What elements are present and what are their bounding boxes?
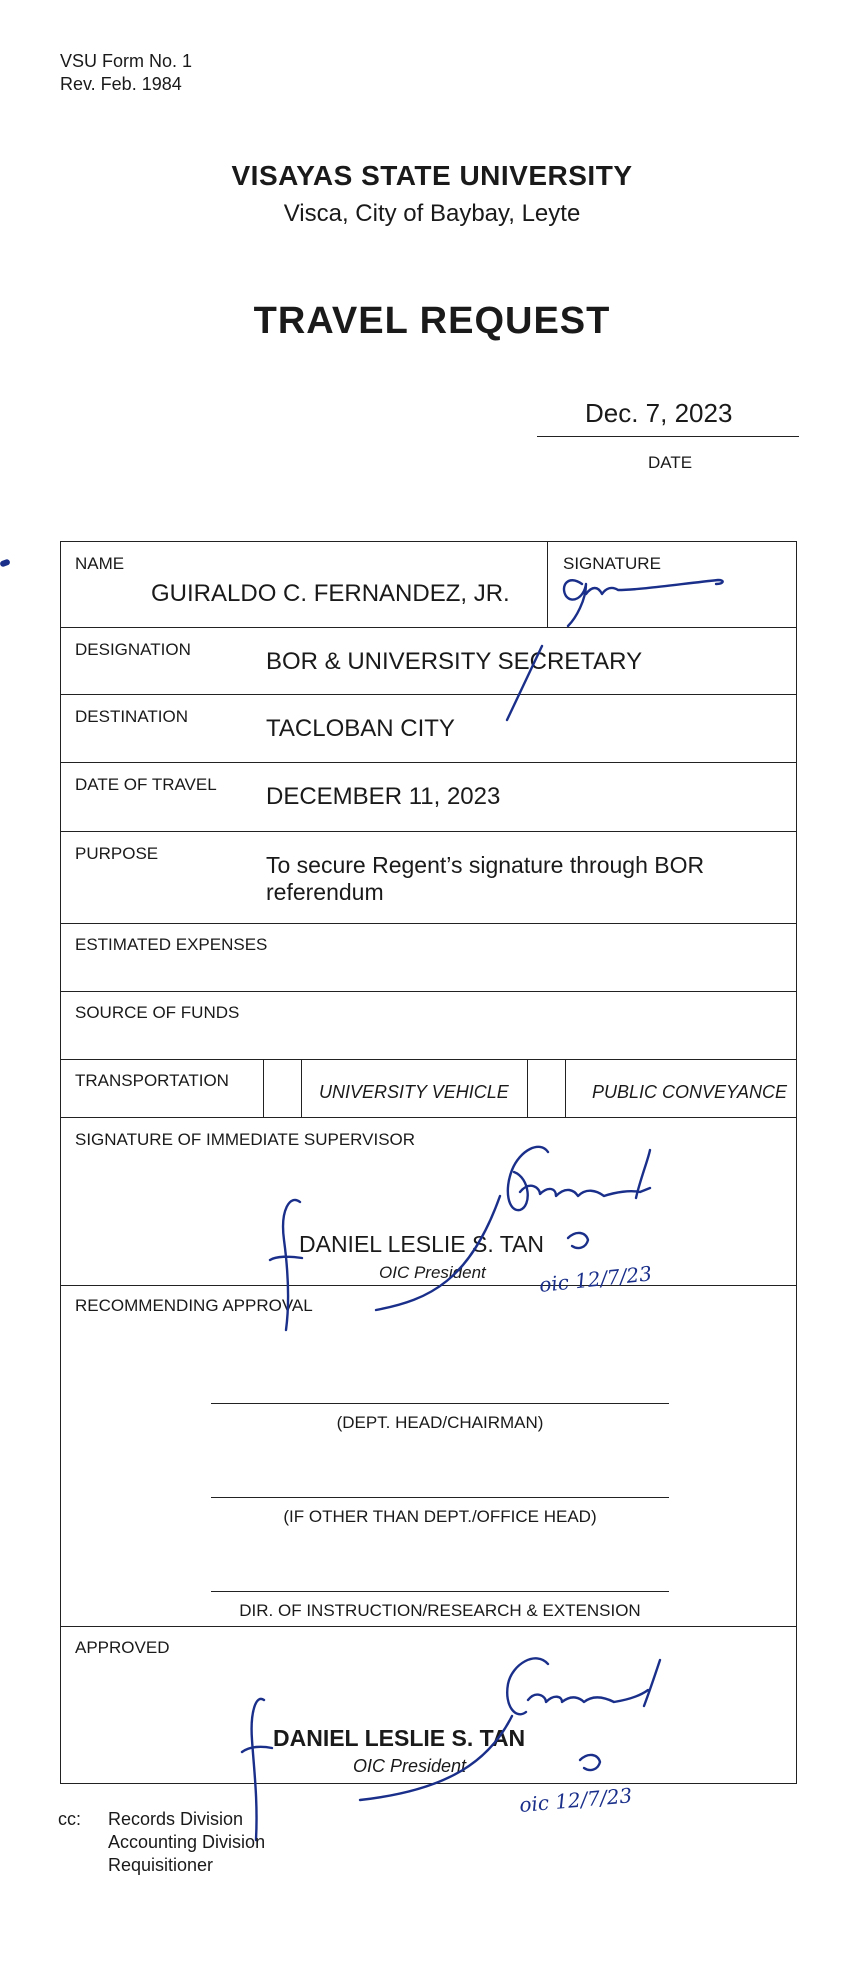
designation-label: DESIGNATION <box>75 640 191 659</box>
other-head-label: (IF OTHER THAN DEPT./OFFICE HEAD) <box>283 1507 597 1526</box>
recommending-label: RECOMMENDING APPROVAL <box>75 1296 313 1315</box>
approver-title: OIC President <box>353 1756 467 1776</box>
purpose-line-2: referendum <box>266 879 384 905</box>
form-no-text: VSU Form No. 1 <box>60 51 193 71</box>
signature-pen-stroke <box>507 646 542 720</box>
signature-label: SIGNATURE <box>563 554 661 573</box>
date-label: DATE <box>648 453 693 472</box>
cc-item: Requisitioner <box>108 1855 214 1875</box>
destination-label: DESTINATION <box>75 707 189 726</box>
supervisor-title: OIC President <box>379 1263 486 1282</box>
supervisor-name: DANIEL LESLIE S. TAN <box>299 1231 545 1257</box>
university-name: VISAYAS STATE UNIVERSITY <box>231 160 633 191</box>
approved-label: APPROVED <box>75 1638 170 1657</box>
cc-item: Records Division <box>108 1809 244 1829</box>
supervisor-initial <box>270 1200 302 1330</box>
approver-annotation <box>580 1755 600 1770</box>
cc-list <box>58 1808 265 1877</box>
name-value: GUIRALDO C. FERNANDEZ, JR. <box>151 580 510 607</box>
designation-value: BOR & UNIVERSITY SECRETARY <box>266 648 643 675</box>
supervisor-annotation <box>568 1233 588 1248</box>
dept-head-label: (DEPT. HEAD/CHAIRMAN) <box>336 1413 544 1432</box>
university-address: Visca, City of Baybay, Leyte <box>283 200 581 227</box>
date-of-travel-value: DECEMBER 11, 2023 <box>266 783 501 810</box>
purpose-label: PURPOSE <box>75 844 159 863</box>
requester-signature <box>564 580 723 626</box>
document-title: TRAVEL REQUEST <box>253 300 611 342</box>
cc-item: Accounting Division <box>108 1832 266 1852</box>
public-conveyance-option: PUBLIC CONVEYANCE <box>592 1082 788 1102</box>
approver-handwritten-date: oic 12/7/23 <box>518 1783 634 1817</box>
cc-label: cc: <box>58 1809 82 1829</box>
name-label: NAME <box>75 554 125 573</box>
director-label: DIR. OF INSTRUCTION/RESEARCH & EXTENSION <box>239 1601 641 1620</box>
form-rev-text: Rev. Feb. 1984 <box>60 74 182 94</box>
destination-value: TACLOBAN CITY <box>266 715 455 742</box>
purpose-line-1: To secure Regent’s signature through BOR <box>266 852 705 878</box>
supervisor-label: SIGNATURE OF IMMEDIATE SUPERVISOR <box>75 1130 416 1149</box>
supervisor-handwritten-date: oic 12/7/23 <box>538 1261 654 1297</box>
date-of-travel-label: DATE OF TRAVEL <box>75 775 217 794</box>
university-vehicle-option: UNIVERSITY VEHICLE <box>319 1082 509 1102</box>
transportation-label: TRANSPORTATION <box>75 1071 229 1090</box>
estimated-expenses-label: ESTIMATED EXPENSES <box>75 935 268 954</box>
request-date: Dec. 7, 2023 <box>585 398 733 428</box>
source-of-funds-label: SOURCE OF FUNDS <box>75 1003 240 1022</box>
approver-name: DANIEL LESLIE S. TAN <box>273 1725 526 1751</box>
approver-signature <box>360 1658 660 1800</box>
